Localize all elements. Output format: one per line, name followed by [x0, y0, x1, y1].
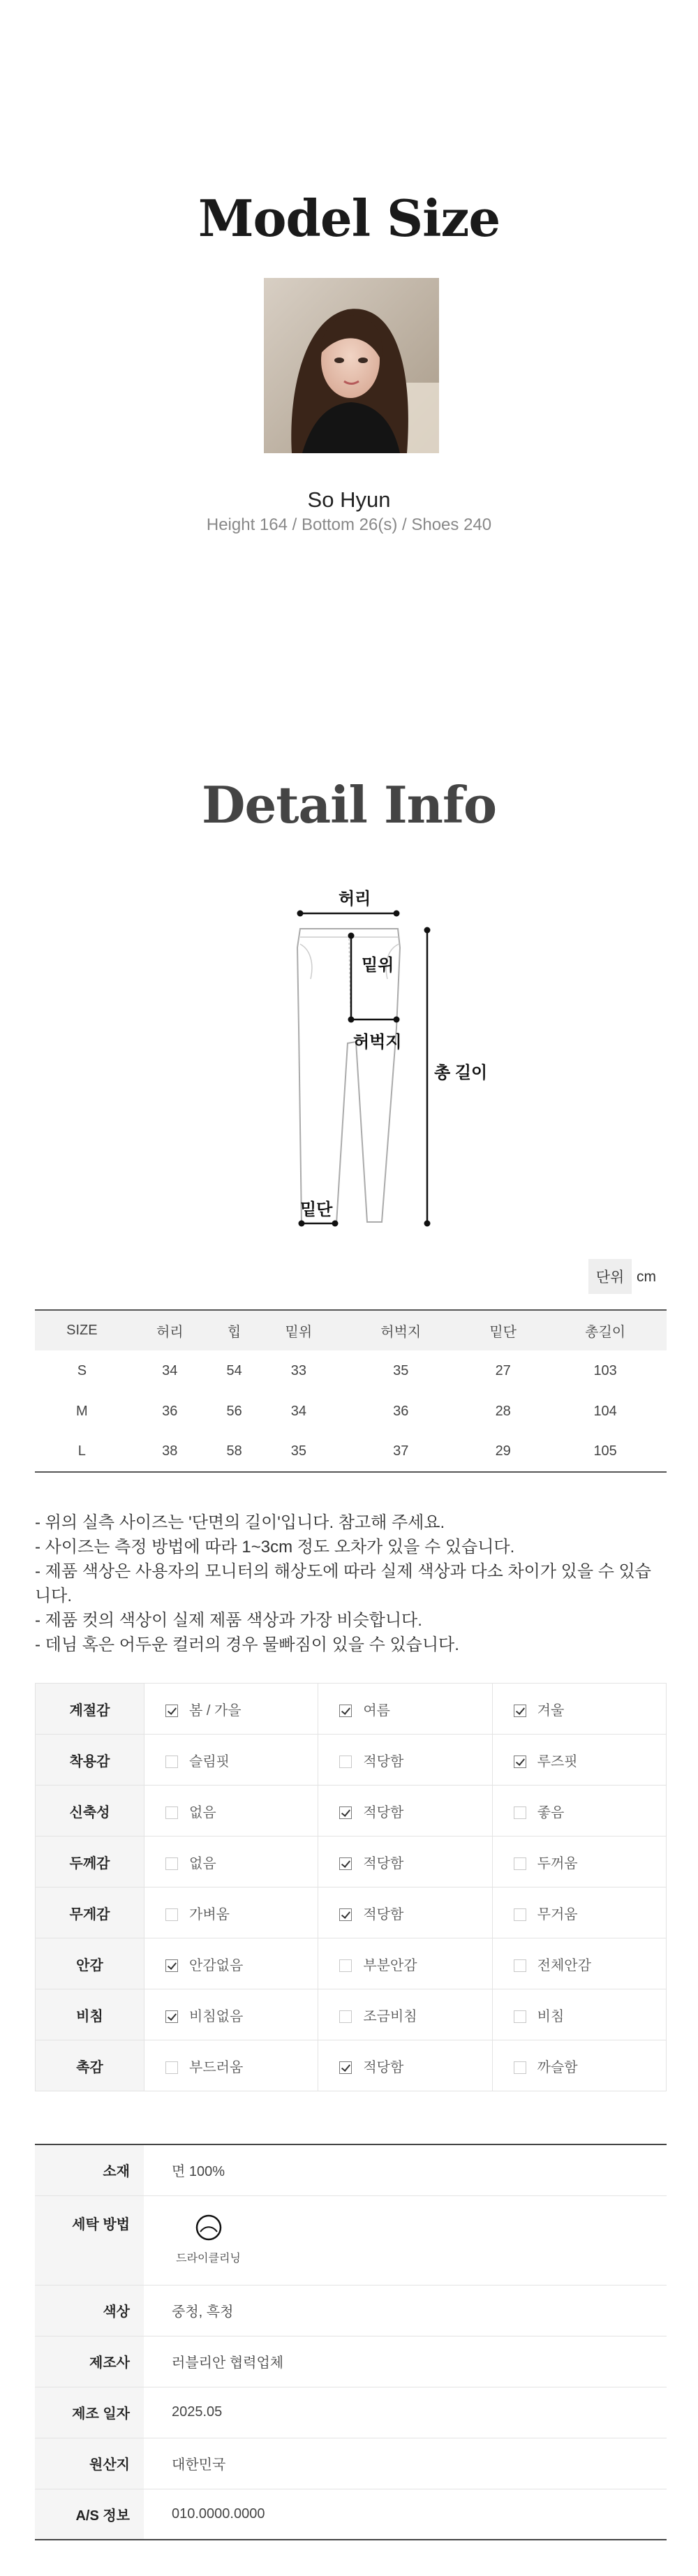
size-row: [35, 1431, 667, 1472]
feel-option-label: 루즈핏: [537, 1753, 578, 1769]
feel-option-label: 적당함: [363, 1804, 404, 1820]
feel-option-label: 겨울: [537, 1702, 565, 1718]
feel-option-label: 적당함: [363, 2059, 404, 2075]
unchecked-checkbox-icon: [165, 1756, 178, 1768]
checked-checkbox-icon: [514, 1705, 526, 1717]
info-label: 제조 일자: [35, 2387, 144, 2438]
detail-info-title: Detail Info: [202, 775, 496, 834]
info-value: 중청, 흑청: [144, 2285, 667, 2336]
checked-checkbox-icon: [339, 1705, 352, 1717]
unchecked-checkbox-icon: [165, 1908, 178, 1921]
feel-row-label: 착용감: [36, 1735, 144, 1786]
unchecked-checkbox-icon: [339, 2010, 352, 2023]
size-header-cell: 힙: [211, 1310, 258, 1350]
unchecked-checkbox-icon: [339, 1756, 352, 1768]
note-line: - 제품 컷의 색상이 실제 제품 색상과 가장 비슷합니다.: [35, 1611, 422, 1630]
feel-row-label: 두께감: [36, 1837, 144, 1887]
size-cell: 103: [593, 1362, 617, 1378]
unit-label: 단위: [588, 1259, 632, 1294]
size-cell: 37: [393, 1443, 409, 1459]
info-label: 제조사: [35, 2336, 144, 2387]
info-row-color: [35, 2285, 667, 2336]
feel-option: [144, 1735, 318, 1786]
unchecked-checkbox-icon: [514, 1857, 526, 1870]
info-row-material: [35, 2144, 667, 2195]
checked-checkbox-icon: [165, 1705, 178, 1717]
feel-option: [144, 1684, 318, 1735]
info-row-manufacture-date: [35, 2387, 667, 2438]
washing-method-label: 드라이클리닝: [176, 2252, 241, 2265]
feel-option-label: 적당함: [363, 1906, 404, 1922]
feel-option-label: 두꺼움: [537, 1855, 578, 1871]
size-cell: 28: [495, 1403, 511, 1419]
feel-row: [36, 1938, 667, 1989]
feel-option: [144, 1887, 318, 1938]
unchecked-checkbox-icon: [165, 1806, 178, 1819]
feel-option-label: 여름: [363, 1702, 390, 1718]
feel-row-label: 신축성: [36, 1786, 144, 1837]
feel-option: [144, 1938, 318, 1989]
feel-row: [36, 1735, 667, 1786]
size-header-cell: 허벅지: [339, 1310, 462, 1350]
feel-option-label: 없음: [189, 1855, 216, 1871]
size-notes: [35, 1510, 667, 1657]
feel-option: [492, 1786, 666, 1837]
feel-row: [36, 1887, 667, 1938]
feel-row: [36, 2040, 667, 2091]
feel-row: [36, 1837, 667, 1887]
info-row-origin: [35, 2438, 667, 2489]
dry-clean-icon: [194, 2213, 223, 2242]
feel-option-label: 좋음: [537, 1804, 565, 1820]
unchecked-checkbox-icon: [514, 1959, 526, 1972]
size-header-cell: SIZE: [35, 1310, 129, 1350]
feel-option-label: 조금비침: [363, 2008, 417, 2024]
unchecked-checkbox-icon: [514, 1908, 526, 1921]
size-header-cell: 허리: [129, 1310, 211, 1350]
info-label: 원산지: [35, 2438, 144, 2489]
diagram-label-total-length: 총 길이: [434, 1063, 488, 1082]
info-value: 대한민국: [144, 2438, 667, 2489]
unchecked-checkbox-icon: [514, 2061, 526, 2074]
checked-checkbox-icon: [339, 1908, 352, 1921]
note-line: - 제품 색상은 사용자의 모니터의 해상도에 따라 실제 색상과 다소 차이가 있을 수 있습니다.: [35, 1562, 651, 1605]
size-header-cell: 총길이: [544, 1310, 667, 1350]
product-info-table: [35, 2144, 667, 2540]
feel-option-label: 없음: [189, 1804, 216, 1820]
feel-option-label: 전체안감: [537, 1957, 591, 1973]
info-label: 세탁 방법: [35, 2195, 144, 2285]
feel-option: [318, 1887, 492, 1938]
size-cell: 105: [593, 1443, 617, 1459]
fabric-feel-table: [35, 1683, 667, 2091]
model-photo: [264, 278, 439, 453]
size-row: [35, 1350, 667, 1391]
feel-option-label: 비침없음: [189, 2008, 244, 2024]
feel-option: [318, 1938, 492, 1989]
size-cell: 34: [162, 1362, 178, 1378]
size-cell: S: [77, 1362, 87, 1378]
info-label: 소재: [35, 2144, 144, 2195]
size-cell: L: [77, 1443, 86, 1459]
checked-checkbox-icon: [514, 1756, 526, 1768]
feel-option: [144, 2040, 318, 2091]
size-cell: 54: [226, 1362, 242, 1378]
info-row-as: [35, 2489, 667, 2540]
info-row-washing: [35, 2195, 667, 2285]
feel-option-label: 안감없음: [189, 1957, 244, 1973]
feel-option: [492, 1684, 666, 1735]
feel-option-label: 부드러움: [189, 2059, 244, 2075]
checked-checkbox-icon: [339, 2061, 352, 2074]
feel-option: [318, 1837, 492, 1887]
feel-option: [318, 2040, 492, 2091]
unchecked-checkbox-icon: [165, 2061, 178, 2074]
size-cell: 27: [495, 1362, 511, 1378]
size-table: [35, 1309, 667, 1473]
feel-option: [492, 2040, 666, 2091]
size-cell: 29: [495, 1443, 511, 1459]
unchecked-checkbox-icon: [514, 1806, 526, 1819]
diagram-label-waist: 허리: [339, 890, 371, 908]
unchecked-checkbox-icon: [339, 1959, 352, 1972]
size-row: [35, 1391, 667, 1431]
feel-option: [492, 1887, 666, 1938]
feel-row-label: 비침: [36, 1989, 144, 2040]
feel-option-label: 부분안감: [363, 1957, 417, 1973]
feel-row: [36, 1684, 667, 1735]
checked-checkbox-icon: [339, 1806, 352, 1819]
unit-value: cm: [637, 1269, 656, 1285]
feel-option: [318, 1989, 492, 2040]
size-header-cell: 밑단: [462, 1310, 544, 1350]
feel-option-label: 무거움: [537, 1906, 578, 1922]
diagram-label-hem: 밑단: [300, 1200, 333, 1219]
feel-option-label: 슬림핏: [189, 1753, 230, 1769]
feel-option: [492, 1735, 666, 1786]
info-value: 면 100%: [144, 2144, 667, 2195]
feel-option-label: 봄 / 가을: [189, 1702, 242, 1718]
feel-option: [144, 1837, 318, 1887]
size-cell: 36: [393, 1403, 409, 1419]
info-row-manufacturer: [35, 2336, 667, 2387]
feel-option-label: 적당함: [363, 1855, 404, 1871]
feel-option-label: 적당함: [363, 1753, 404, 1769]
checked-checkbox-icon: [339, 1857, 352, 1870]
note-line: - 사이즈는 측정 방법에 따라 1~3cm 정도 오차가 있을 수 있습니다.: [35, 1538, 515, 1556]
info-value: 2025.05: [144, 2387, 667, 2438]
checked-checkbox-icon: [165, 1959, 178, 1972]
feel-row: [36, 1786, 667, 1837]
feel-row: [36, 1989, 667, 2040]
feel-option: [144, 1786, 318, 1837]
diagram-label-rise: 밑위: [362, 956, 394, 975]
size-header-cell: 밑위: [258, 1310, 339, 1350]
size-cell: 104: [593, 1403, 617, 1419]
feel-row-label: 촉감: [36, 2040, 144, 2091]
size-cell: 56: [226, 1403, 242, 1419]
size-cell: 34: [290, 1403, 306, 1419]
feel-option: [318, 1684, 492, 1735]
washing-method: [172, 2213, 245, 2265]
feel-option: [318, 1786, 492, 1837]
size-cell: 35: [393, 1362, 409, 1378]
feel-option-label: 비침: [537, 2008, 565, 2024]
note-line: - 데님 혹은 어두운 컬러의 경우 물빠짐이 있을 수 있습니다.: [35, 1635, 459, 1654]
feel-option: [318, 1735, 492, 1786]
size-cell: 35: [290, 1443, 306, 1459]
model-name: So Hyun: [307, 487, 391, 512]
feel-row-label: 안감: [36, 1938, 144, 1989]
size-table-header: [35, 1310, 667, 1350]
info-value: 러블리안 협력업체: [144, 2336, 667, 2387]
feel-row-label: 무게감: [36, 1887, 144, 1938]
unchecked-checkbox-icon: [514, 2010, 526, 2023]
feel-option: [492, 1938, 666, 1989]
size-cell: 38: [162, 1443, 178, 1459]
feel-option-label: 까슬함: [537, 2059, 578, 2075]
checked-checkbox-icon: [165, 2010, 178, 2023]
info-label: A/S 정보: [35, 2489, 144, 2540]
size-cell: 33: [290, 1362, 306, 1378]
model-size-title: Model Size: [198, 189, 500, 248]
unchecked-checkbox-icon: [165, 1857, 178, 1870]
size-cell: 36: [162, 1403, 178, 1419]
pants-measurement-diagram: [272, 881, 488, 1237]
feel-row-label: 계절감: [36, 1684, 144, 1735]
note-line: - 위의 실측 사이즈는 '단면의 길이'입니다. 참고해 주세요.: [35, 1513, 445, 1532]
feel-option: [492, 1989, 666, 2040]
model-specs: Height 164 / Bottom 26(s) / Shoes 240: [206, 515, 492, 534]
feel-option: [144, 1989, 318, 2040]
info-label: 색상: [35, 2285, 144, 2336]
info-value: [144, 2195, 667, 2285]
feel-option: [492, 1837, 666, 1887]
feel-option-label: 가벼움: [189, 1906, 230, 1922]
size-cell: 58: [226, 1443, 242, 1459]
info-value: 010.0000.0000: [172, 2505, 265, 2522]
diagram-label-thigh: 허벅지: [353, 1033, 402, 1052]
size-cell: M: [76, 1403, 88, 1419]
